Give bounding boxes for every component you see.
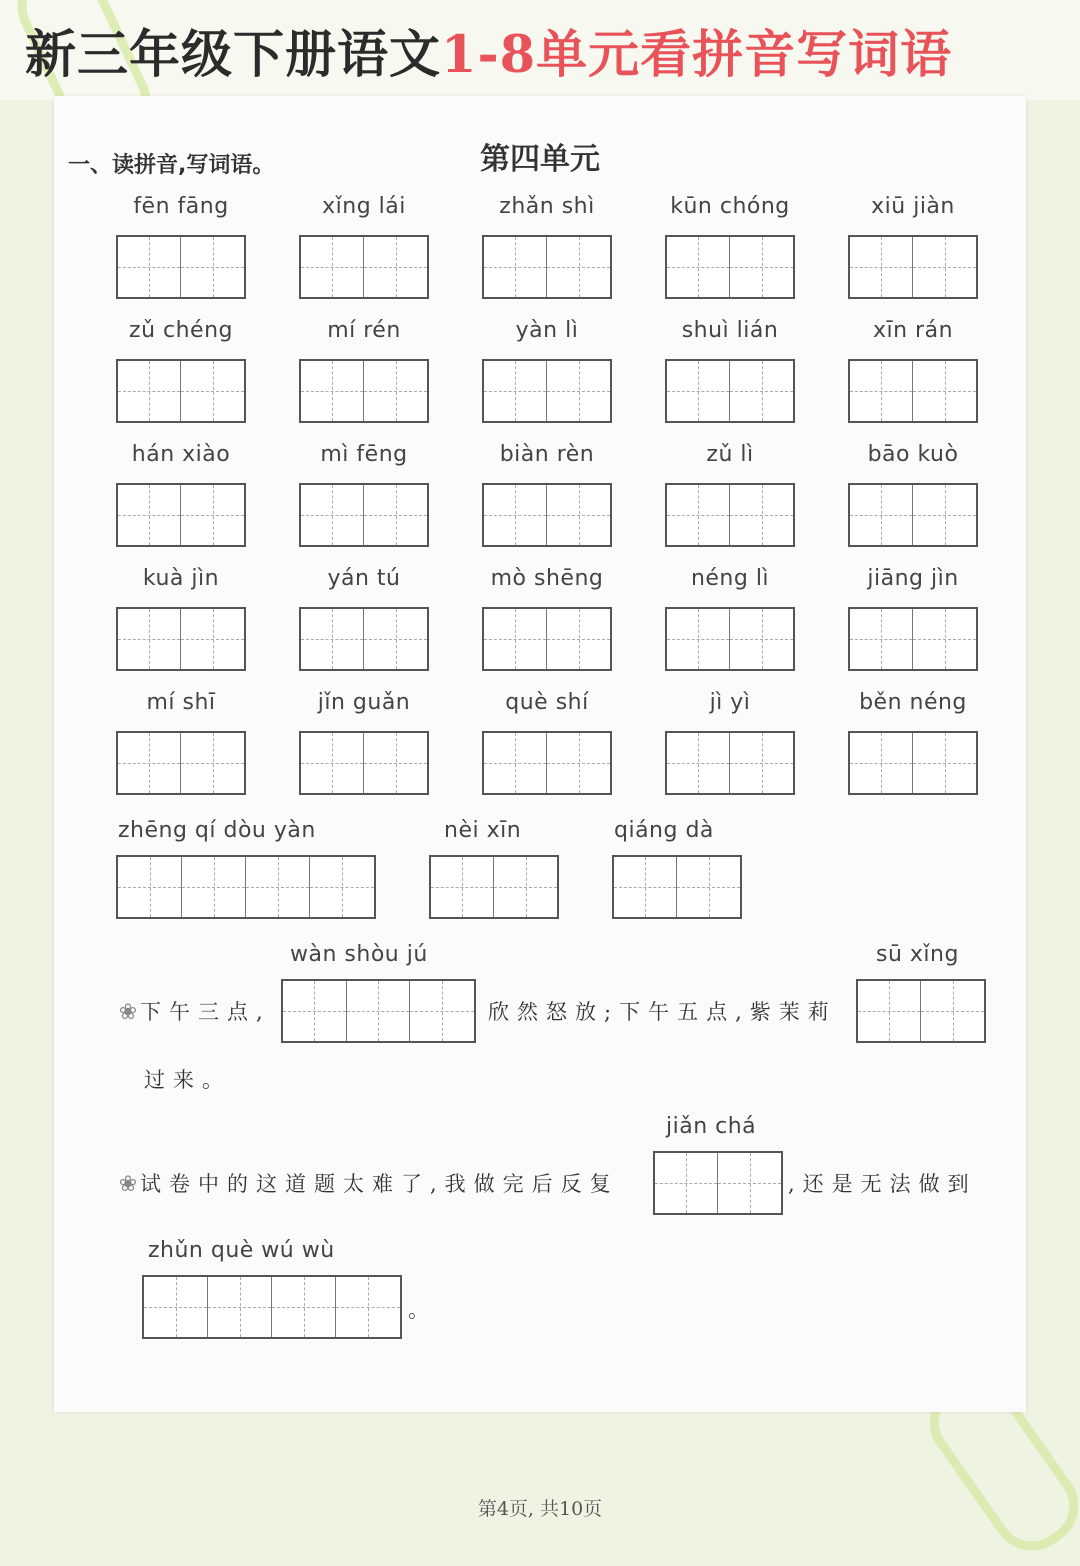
sentence-text: ❀ 下午三点, <box>116 996 271 1026</box>
pinyin-label: wàn shòu jú <box>290 942 428 967</box>
char-cell[interactable] <box>181 237 244 297</box>
char-cell[interactable] <box>181 609 244 669</box>
pinyin-label: mò shēng <box>490 566 604 591</box>
pinyin-label: fēn fāng <box>133 194 229 219</box>
char-cell[interactable] <box>118 733 181 793</box>
pinyin-label: jiǎn chá <box>666 1114 757 1139</box>
answer-box-2char[interactable] <box>848 607 978 671</box>
char-cell[interactable] <box>667 609 730 669</box>
answer-box-2char[interactable] <box>665 235 795 299</box>
char-cell[interactable] <box>667 485 730 545</box>
pinyin-label: kuà jìn <box>142 566 220 591</box>
pinyin-label: mì fēng <box>320 442 408 467</box>
char-cell[interactable] <box>494 857 557 917</box>
answer-box-2char[interactable] <box>299 731 429 795</box>
answer-box-2char[interactable] <box>482 607 612 671</box>
answer-box-2char[interactable] <box>116 731 246 795</box>
answer-box-2char[interactable] <box>665 607 795 671</box>
pinyin-label: biàn rèn <box>499 442 595 467</box>
char-cell[interactable] <box>858 981 921 1041</box>
pinyin-label: xǐng lái <box>322 194 406 219</box>
char-cell[interactable] <box>667 733 730 793</box>
pinyin-label: hán xiào <box>131 442 231 467</box>
pinyin-label: xīn rán <box>872 318 954 343</box>
pinyin-label: zhǔn què wú wù <box>148 1238 335 1263</box>
page-number: 第4页, 共10页 <box>477 1498 603 1520</box>
answer-box-2char[interactable] <box>482 731 612 795</box>
answer-box-2char[interactable] <box>116 607 246 671</box>
char-cell[interactable] <box>655 1153 718 1213</box>
answer-box-2char[interactable] <box>856 979 986 1043</box>
char-cell[interactable] <box>850 609 913 669</box>
char-cell[interactable] <box>913 733 976 793</box>
answer-box-2char[interactable] <box>653 1151 783 1215</box>
char-cell[interactable] <box>431 857 494 917</box>
char-cell[interactable] <box>667 361 730 421</box>
answer-box-2char[interactable] <box>665 731 795 795</box>
pinyin-label: zhǎn shì <box>499 194 595 219</box>
char-cell[interactable] <box>272 1277 336 1337</box>
char-cell[interactable] <box>181 733 244 793</box>
pinyin-label: bāo kuò <box>867 442 959 467</box>
char-cell[interactable] <box>144 1277 208 1337</box>
unit-title: 第四单元 <box>480 142 600 177</box>
worksheet-paper <box>54 96 1026 1412</box>
pinyin-label: qiáng dà <box>614 818 714 843</box>
char-cell[interactable] <box>614 857 677 917</box>
answer-box-4char[interactable] <box>116 855 376 919</box>
answer-box-2char[interactable] <box>299 359 429 423</box>
sentence-text: 欣然怒放;下午五点,紫茉莉 <box>488 1000 837 1024</box>
flower-bullet-icon: ❀ <box>118 1000 138 1025</box>
answer-box-2char[interactable] <box>116 235 246 299</box>
char-cell[interactable] <box>730 361 793 421</box>
char-cell[interactable] <box>364 237 427 297</box>
answer-box-2char[interactable] <box>116 483 246 547</box>
sentence-text: 过来。 <box>144 1068 231 1092</box>
char-cell[interactable] <box>850 733 913 793</box>
answer-box-3char[interactable] <box>281 979 476 1043</box>
pinyin-label: jǐn guǎn <box>317 690 411 715</box>
pinyin-label: jì yì <box>709 690 751 715</box>
char-cell[interactable] <box>364 609 427 669</box>
pinyin-label: què shí <box>505 690 589 715</box>
char-cell[interactable] <box>921 981 984 1041</box>
char-cell[interactable] <box>301 237 364 297</box>
char-cell[interactable] <box>364 485 427 545</box>
answer-box-2char[interactable] <box>116 359 246 423</box>
char-cell[interactable] <box>913 485 976 545</box>
char-cell[interactable] <box>718 1153 781 1213</box>
answer-box-2char[interactable] <box>848 731 978 795</box>
char-cell[interactable] <box>677 857 740 917</box>
char-cell[interactable] <box>547 237 610 297</box>
pinyin-label: zǔ chéng <box>129 318 233 343</box>
char-cell[interactable] <box>118 485 181 545</box>
pinyin-label: kūn chóng <box>670 194 790 219</box>
char-cell[interactable] <box>283 981 347 1041</box>
char-cell[interactable] <box>730 609 793 669</box>
answer-box-2char[interactable] <box>482 235 612 299</box>
pinyin-label: yàn lì <box>515 318 579 343</box>
char-cell[interactable] <box>181 485 244 545</box>
char-cell[interactable] <box>181 361 244 421</box>
char-cell[interactable] <box>913 237 976 297</box>
char-cell[interactable] <box>410 981 474 1041</box>
char-cell[interactable] <box>484 361 547 421</box>
pinyin-label: sū xǐng <box>876 942 959 967</box>
char-cell[interactable] <box>364 361 427 421</box>
char-cell[interactable] <box>347 981 411 1041</box>
char-cell[interactable] <box>310 857 374 917</box>
pinyin-label: mí rén <box>327 318 401 343</box>
char-cell[interactable] <box>547 609 610 669</box>
char-cell[interactable] <box>336 1277 400 1337</box>
char-cell[interactable] <box>547 361 610 421</box>
char-cell[interactable] <box>913 361 976 421</box>
pinyin-label: běn néng <box>859 690 967 715</box>
char-cell[interactable] <box>182 857 246 917</box>
pinyin-label: shuì lián <box>681 318 779 343</box>
pinyin-label: mí shī <box>146 690 216 715</box>
answer-box-2char[interactable] <box>299 483 429 547</box>
answer-box-2char[interactable] <box>482 483 612 547</box>
char-cell[interactable] <box>730 733 793 793</box>
char-cell[interactable] <box>118 237 181 297</box>
pinyin-label: nèi xīn <box>444 818 522 843</box>
char-cell[interactable] <box>484 237 547 297</box>
char-cell[interactable] <box>301 609 364 669</box>
answer-box-2char[interactable] <box>429 855 559 919</box>
char-cell[interactable] <box>246 857 310 917</box>
sentence-text: 。 <box>408 1298 437 1322</box>
answer-box-2char[interactable] <box>665 359 795 423</box>
char-cell[interactable] <box>364 733 427 793</box>
char-cell[interactable] <box>118 361 181 421</box>
char-cell[interactable] <box>850 361 913 421</box>
char-cell[interactable] <box>301 485 364 545</box>
char-cell[interactable] <box>484 733 547 793</box>
answer-box-2char[interactable] <box>299 235 429 299</box>
pinyin-label: néng lì <box>690 566 770 591</box>
char-cell[interactable] <box>301 361 364 421</box>
char-cell[interactable] <box>547 485 610 545</box>
char-cell[interactable] <box>547 733 610 793</box>
char-cell[interactable] <box>118 609 181 669</box>
answer-box-2char[interactable] <box>299 607 429 671</box>
char-cell[interactable] <box>913 609 976 669</box>
answer-box-2char[interactable] <box>848 359 978 423</box>
page-title: 新三年级下册语文1-8单元看拼音写词语 <box>25 25 953 85</box>
char-cell[interactable] <box>484 485 547 545</box>
char-cell[interactable] <box>850 237 913 297</box>
answer-box-2char[interactable] <box>848 235 978 299</box>
pinyin-label: zhēng qí dòu yàn <box>118 818 316 843</box>
char-cell[interactable] <box>667 237 730 297</box>
pinyin-label: zǔ lì <box>706 442 754 467</box>
answer-box-2char[interactable] <box>482 359 612 423</box>
flower-bullet-icon: ❀ <box>118 1172 138 1197</box>
pinyin-label: jiāng jìn <box>867 566 959 591</box>
sentence-text: ❀ 试卷中的这道题太难了,我做完后反复 <box>116 1168 619 1198</box>
answer-box-2char[interactable] <box>848 483 978 547</box>
answer-box-2char[interactable] <box>612 855 742 919</box>
char-cell[interactable] <box>730 237 793 297</box>
char-cell[interactable] <box>484 609 547 669</box>
char-cell[interactable] <box>208 1277 272 1337</box>
char-cell[interactable] <box>730 485 793 545</box>
sentence-text: ,还是无法做到 <box>788 1172 977 1196</box>
section-heading: 一、读拼音,写词语。 <box>68 153 275 178</box>
answer-box-4char[interactable] <box>142 1275 402 1339</box>
answer-box-2char[interactable] <box>665 483 795 547</box>
pinyin-label: yán tú <box>327 566 401 591</box>
char-cell[interactable] <box>118 857 182 917</box>
pinyin-label: xiū jiàn <box>871 194 955 219</box>
char-cell[interactable] <box>850 485 913 545</box>
char-cell[interactable] <box>301 733 364 793</box>
